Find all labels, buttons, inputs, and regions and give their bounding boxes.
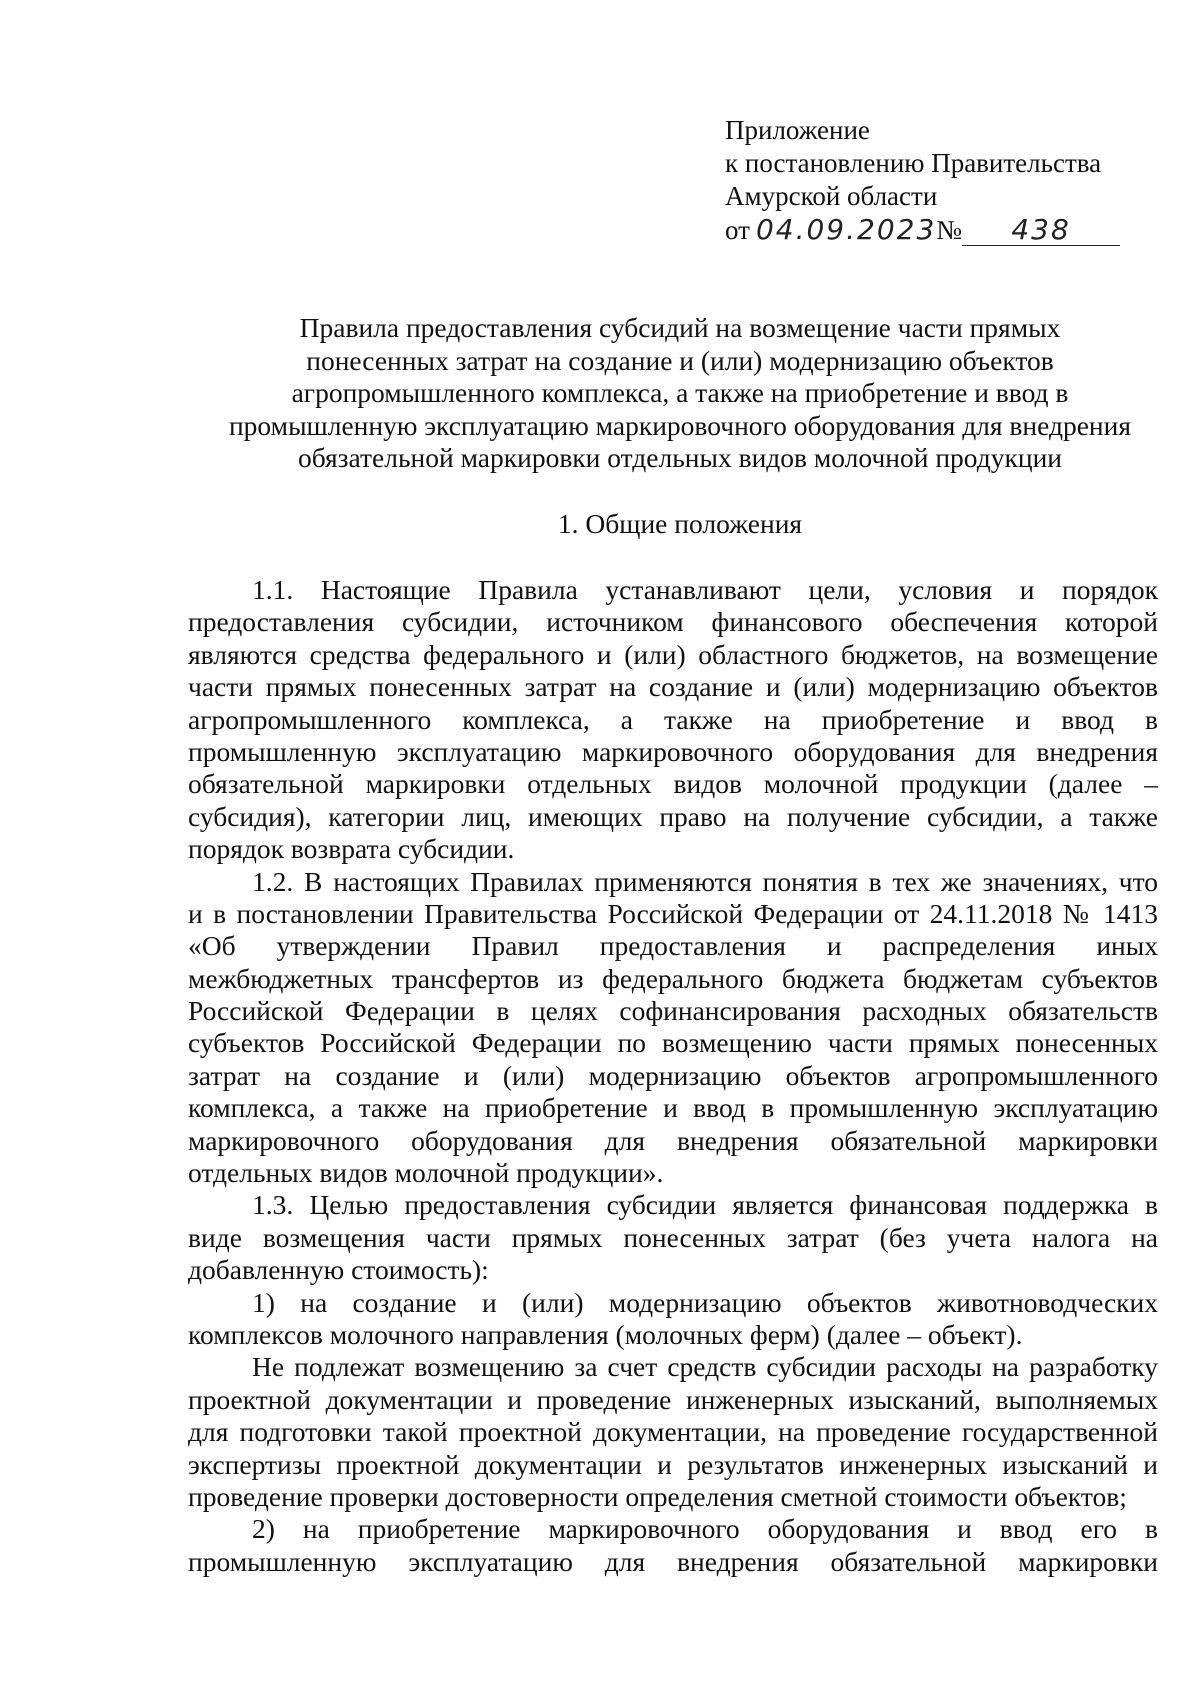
- body-line: межбюджетных трансфертов из федерального бюджета бюджетам субъектов: [188, 962, 1158, 994]
- body-line: проведение проверки достоверности определения сметной стоимости объектов;: [188, 1480, 1127, 1512]
- body-line: части прямых понесенных затрат на создание и (или) модернизацию объектов: [188, 671, 1158, 703]
- body-line: «Об утверждении Правил предоставления и распределения иных: [188, 930, 1158, 962]
- body-line: Российской Федерации в целях софинансирования расходных обязательств: [188, 995, 1158, 1027]
- body-line: добавленную стоимость):: [188, 1254, 489, 1286]
- section-heading: 1. Общие положения: [557, 508, 803, 539]
- annex-number-slot: [962, 215, 1120, 246]
- annex-date-prefix: от: [725, 215, 750, 245]
- body-line: промышленную эксплуатацию маркировочного оборудования для внедрения: [188, 735, 1158, 767]
- annex-line-1: Приложение: [725, 115, 870, 145]
- annex-date-number-line: [725, 213, 1165, 253]
- annex-number-sign: №: [936, 215, 963, 245]
- body-line: порядок возврата субсидии.: [188, 833, 515, 865]
- body-line: 1) на создание и (или) модернизацию объектов животноводческих: [252, 1286, 1158, 1318]
- body-line: 1.1. Настоящие Правила устанавливают цели, условия и порядок: [252, 574, 1158, 605]
- body-line: затрат на создание и (или) модернизацию объектов агропромышленного: [188, 1059, 1158, 1091]
- document-body: [188, 574, 1158, 1578]
- body-line: проектной документации и проведение инженерных изысканий, выполняемых: [188, 1383, 1158, 1415]
- body-line: для подготовки такой проектной документации, на проведение государственной: [188, 1416, 1158, 1448]
- body-line: комплексов молочного направления (молочных ферм) (далее – объект).: [188, 1318, 1023, 1350]
- body-line: агропромышленного комплекса, а также на приобретение и ввод в: [188, 703, 1158, 735]
- body-line: 2) на приобретение маркировочного оборудования и ввод его в: [252, 1513, 1158, 1545]
- title-line: обязательной маркировки отдельных видов молочной продукции: [297, 442, 1063, 473]
- body-line: 1.2. В настоящих Правилах применяются понятия в тех же значениях, что: [252, 865, 1158, 897]
- body-line: являются средства федерального и (или) областного бюджетов, на возмещение: [188, 638, 1158, 670]
- body-line: виде возмещения части прямых понесенных затрат (без учета налога на: [188, 1221, 1158, 1253]
- body-line: обязательной маркировки отдельных видов молочной продукции (далее –: [188, 768, 1158, 800]
- annex-line-3: Амурской области: [725, 181, 938, 211]
- body-line: предоставления субсидии, источником финансового обеспечения которой: [188, 606, 1158, 638]
- body-line: 1.3. Целью предоставления субсидии является финансовая поддержка в: [252, 1189, 1158, 1221]
- handwritten-number: 438: [1011, 213, 1071, 246]
- title-line: промышленную эксплуатацию маркировочного оборудования для внедрения: [228, 409, 1132, 441]
- body-line: маркировочного оборудования для внедрения обязательной маркировки: [188, 1124, 1158, 1156]
- document-title: [180, 312, 1180, 475]
- title-line: агропромышленного комплекса, а также на приобретение и ввод в: [291, 377, 1069, 408]
- title-line: понесенных затрат на создание и (или) модернизацию объектов: [306, 344, 1054, 376]
- body-line: комплекса, а также на приобретение и ввод в промышленную эксплуатацию: [188, 1092, 1158, 1124]
- title-line: Правила предоставления субсидий на возмещение части прямых: [299, 312, 1061, 343]
- annex-block: [725, 114, 1165, 253]
- body-line: субъектов Российской Федерации по возмещению части прямых понесенных: [188, 1027, 1158, 1059]
- body-line: и в постановлении Правительства Российской Федерации от 24.11.2018 № 1413: [188, 897, 1158, 929]
- body-line: промышленную эксплуатацию для внедрения обязательной маркировки: [188, 1545, 1158, 1577]
- body-line: отдельных видов молочной продукции».: [188, 1157, 664, 1189]
- body-line: экспертизы проектной документации и результатов инженерных изысканий и: [188, 1448, 1158, 1480]
- handwritten-date: 04.09.2023: [755, 213, 937, 246]
- body-line: Не подлежат возмещению за счет средств субсидии расходы на разработку: [252, 1351, 1158, 1383]
- body-line: субсидия), категории лиц, имеющих право на получение субсидии, а также: [188, 800, 1158, 832]
- annex-line-2: к постановлению Правительства: [725, 148, 1102, 178]
